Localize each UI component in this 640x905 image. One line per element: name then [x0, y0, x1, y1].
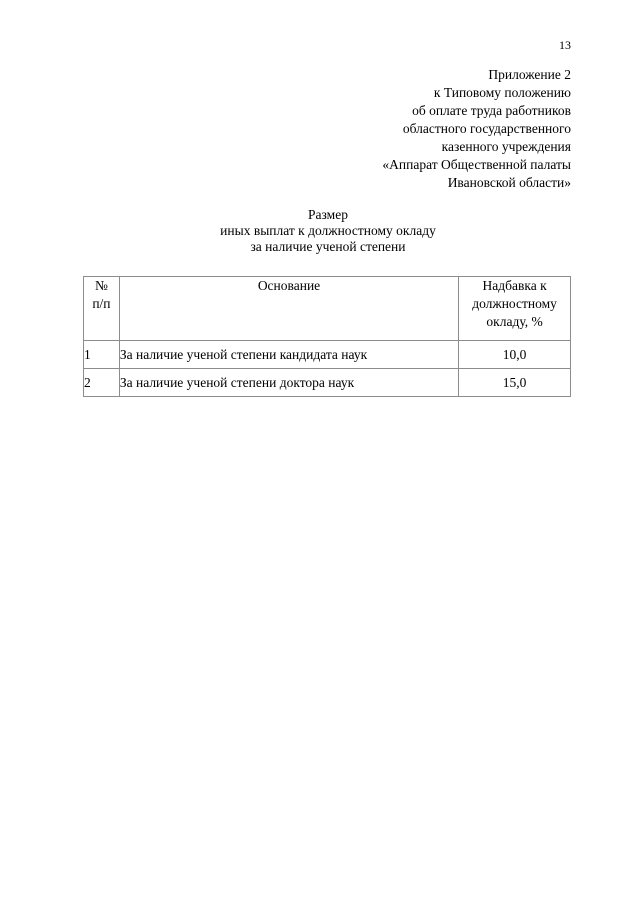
header-rate: [459, 277, 571, 341]
page-number: 13: [559, 38, 571, 52]
table-header-row: [84, 277, 571, 341]
appendix-block: [382, 66, 571, 192]
row-number: 2: [84, 369, 120, 397]
header-rate-line: должностному: [472, 296, 557, 311]
title-line: Размер: [308, 207, 348, 222]
table-row: [84, 369, 571, 397]
appendix-line: «Аппарат Общественной палаты: [382, 157, 571, 172]
appendix-line: Приложение 2: [488, 67, 571, 82]
header-number-line: №: [94, 278, 108, 293]
header-basis: Основание: [119, 277, 458, 341]
appendix-line: Ивановской области»: [447, 175, 571, 190]
appendix-line: казенного учреждения: [441, 139, 571, 154]
title-line: за наличие ученой степени: [250, 239, 406, 254]
title-line: иных выплат к должностному окладу: [220, 223, 436, 238]
appendix-line: об оплате труда работников: [412, 103, 571, 118]
header-number-line: п/п: [92, 296, 111, 311]
row-rate: 10,0: [459, 341, 571, 369]
row-number: 1: [84, 341, 120, 369]
appendix-line: областного государственного: [402, 121, 571, 136]
row-basis: За наличие ученой степени доктора наук: [119, 369, 458, 397]
appendix-line: к Типовому положению: [433, 85, 571, 100]
header-number: [84, 277, 120, 341]
table-row: [84, 341, 571, 369]
payments-table: [83, 276, 571, 397]
document-title: [0, 207, 640, 255]
row-rate: 15,0: [459, 369, 571, 397]
header-rate-line: окладу, %: [486, 314, 543, 329]
header-rate-line: Надбавка к: [482, 278, 547, 293]
row-basis: За наличие ученой степени кандидата наук: [119, 341, 458, 369]
